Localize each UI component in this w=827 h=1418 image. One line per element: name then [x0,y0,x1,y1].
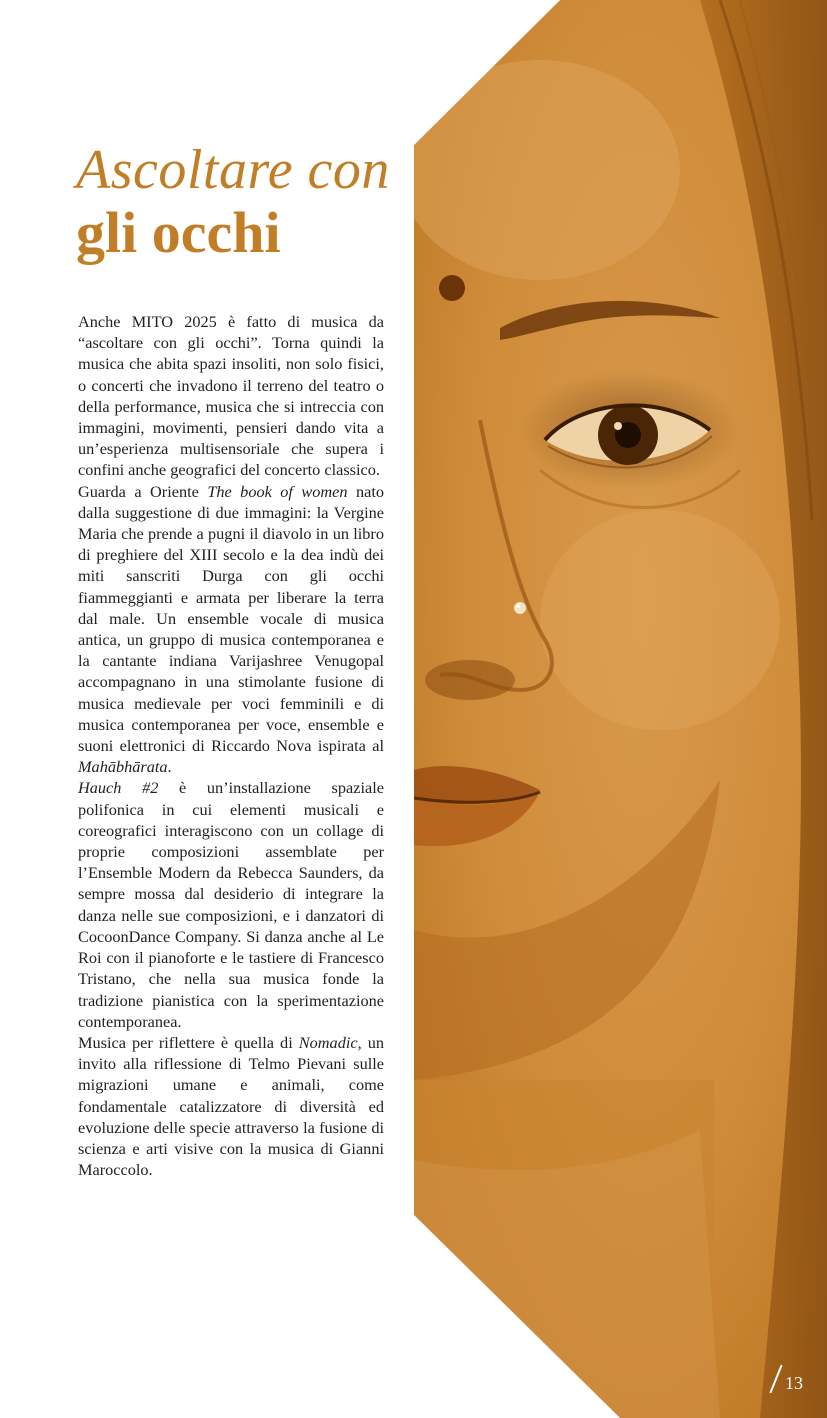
page-title [76,138,406,264]
article-body [78,311,384,1180]
paragraph-text: Guarda a Oriente [78,481,208,501]
paragraph-text: è un’installazione spaziale polifonica in cui elementi musicali e coreografici interagiscono con un collage di proprie composizioni assemblate per l’Ensemble Modern da Rebecca Saunders, da sempre mossa dal desiderio di integrare la danza nelle sue composizioni, e i danzatori di CocoonDance Company. Si danza anche al Le Roi con il pianoforte e le tastiere di Francesco Tristano, che nella sua musica fonde la tradizione pianistica con la sperimentazione contemporanea. [78,778,384,1031]
work-title: Mahābhārata [78,757,168,777]
paragraph [78,777,384,1031]
paragraph [78,311,384,481]
paragraph-text: Musica per riflettere è quella di [78,1032,299,1052]
paragraph-text: Anche MITO 2025 è fatto di musica da “ascoltare con gli occhi”. Torna quindi la musica che abita spazi insoliti, non solo fisici, o concerti che invadono il terreno del teatro o della performance, musica che si intreccia con immagini, movimenti, pensieri dando vita a un’esperienza multisensoriale che supera i confini anche geografici del concerto classico. [78,312,384,480]
work-title: Hauch #2 [78,778,159,798]
work-title: The book of women [207,481,348,501]
paragraph-text: . [167,757,172,777]
paragraph [78,1032,384,1180]
page-number-value: 13 [785,1373,803,1393]
work-title: Nomadic [298,1032,358,1052]
paragraph-text: nato dalla suggestione di due immagini: la Vergine Maria che prende a pugni il diavolo in un libro di preghiere del XIII secolo e la dea indù dei miti sanscriti Durga con gli occhi fiammeggianti e armata per liberare la terra dal male. Un ensemble vocale di musica antica, un gruppo di musica contemporanea e la cantante indiana Varijashree Venugopal accompagnano in una stimolante fusione di musica medievale per voci femminili e di musica contemporanea per voce, ensemble e suoni elettronici di Riccardo Nova ispirata al [78,481,384,756]
title-line-italic: Ascoltare con [76,139,390,201]
title-line-bold: gli occhi [76,200,281,265]
paragraph-text: , un invito alla riflessione di Telmo Pievani sulle migrazioni umane e animali, come fondamentale catalizzatore di diversità ed evoluzione delle specie attraverso la fusione di scienza e arti visive con la musica di Gianni Maroccolo. [78,1032,385,1180]
paragraph [78,481,384,778]
page-number [775,1364,803,1394]
